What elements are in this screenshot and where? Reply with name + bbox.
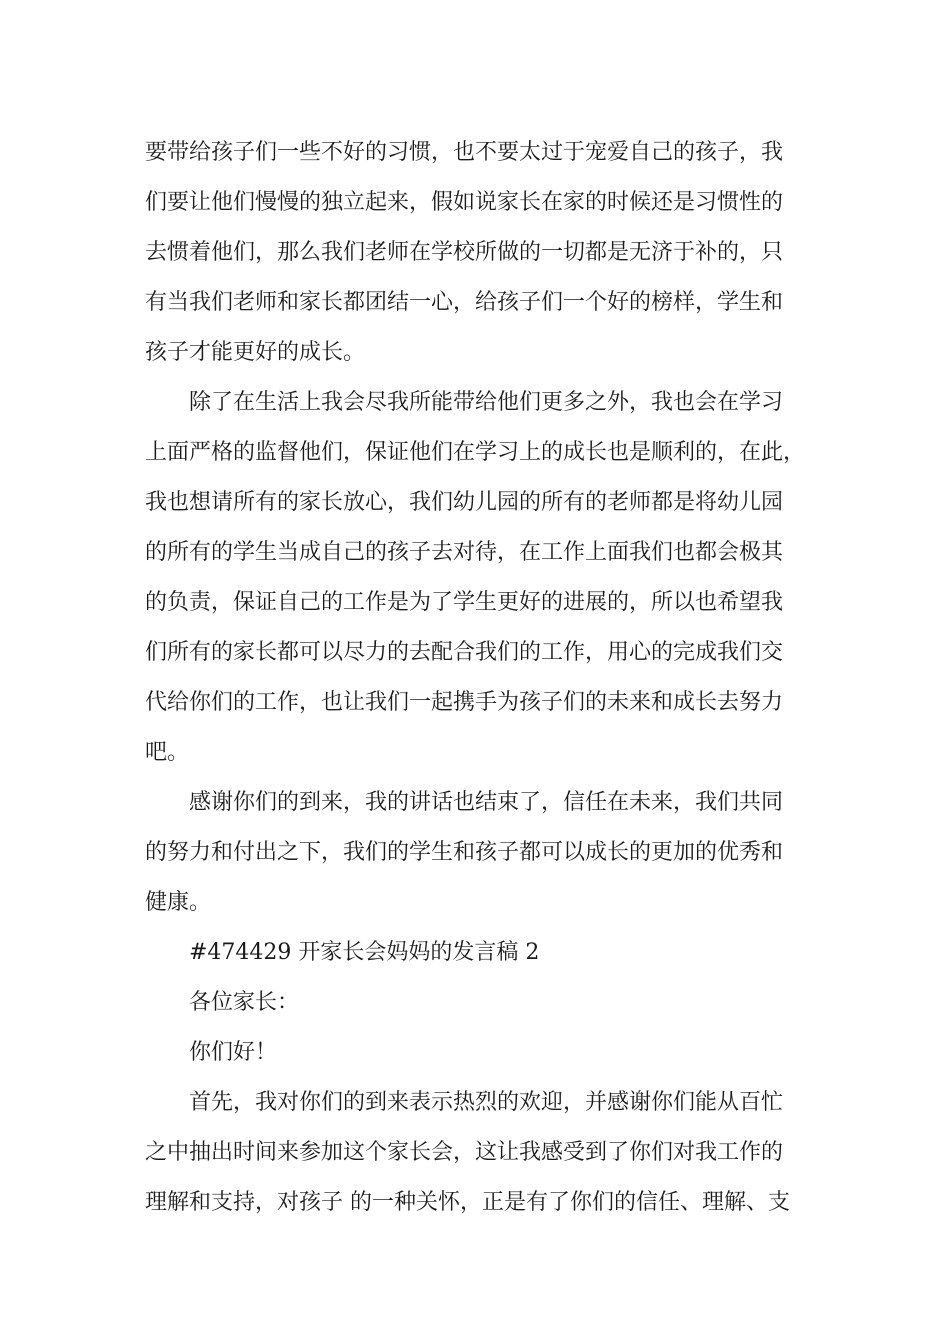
text-line: 之中抽出时间来参加这个家长会，这让我感受到了你们对我工作的 (145, 1140, 784, 1165)
text-line: 我也想请所有的家长放心，我们幼儿园的所有的老师都是将幼儿园 (145, 490, 784, 515)
text-line: 的努力和付出之下，我们的学生和孩子都可以成长的更加的优秀和 (145, 840, 784, 865)
text-line: 有当我们老师和家长都团结一心，给孩子们一个好的榜样，学生和 (145, 290, 784, 315)
salutation (145, 978, 825, 1028)
text-line: 的负责，保证自己的工作是为了学生更好的进展的，所以也希望我 (145, 590, 784, 615)
text-line: 理解和支持，对孩子 的一种关怀，正是有了你们的信任、理解、支 (145, 1190, 790, 1215)
text-line: 首先，我对你们的到来表示热烈的欢迎，并感谢你们能从百忙 (189, 1090, 784, 1115)
text-line: 要带给孩子们一些不好的习惯，也不要太过于宠爱自己的孩子，我 (145, 140, 784, 165)
text-line: 孩子才能更好的成长。 (145, 340, 366, 365)
section-heading (145, 928, 825, 978)
text-line: 除了在生活上我会尽我所能带给他们更多之外，我也会在学习 (189, 390, 784, 415)
text-line: 代给你们的工作，也让我们一起携手为孩子们的未来和成长去努力 (145, 690, 784, 715)
text-line: 去惯着他们，那么我们老师在学校所做的一切都是无济于补的，只 (145, 240, 784, 265)
paragraph-3 (145, 778, 825, 928)
heading-text: #474429 开家长会妈妈的发言稿 2 (189, 940, 540, 965)
text-line: 上面严格的监督他们，保证他们在学习上的成长也是顺利的，在此， (145, 440, 806, 465)
paragraph-1 (145, 128, 825, 378)
salutation-text: 各位家长： (189, 990, 300, 1015)
text-line: 们要让他们慢慢的独立起来，假如说家长在家的时候还是习惯性的 (145, 190, 784, 215)
text-line: 感谢你们的到来，我的讲话也结束了，信任在未来，我们共同 (189, 790, 784, 815)
paragraph-2 (145, 378, 825, 778)
text-line: 健康。 (145, 890, 212, 915)
text-line: 们所有的家长都可以尽力的去配合我们的工作，用心的完成我们交 (145, 640, 784, 665)
greeting-text: 你们好！ (189, 1040, 278, 1065)
text-line: 吧。 (145, 740, 190, 765)
greeting (145, 1028, 825, 1078)
document-body (145, 128, 825, 1228)
paragraph-4 (145, 1078, 825, 1228)
text-line: 的所有的学生当成自己的孩子去对待，在工作上面我们也都会极其 (145, 540, 784, 565)
